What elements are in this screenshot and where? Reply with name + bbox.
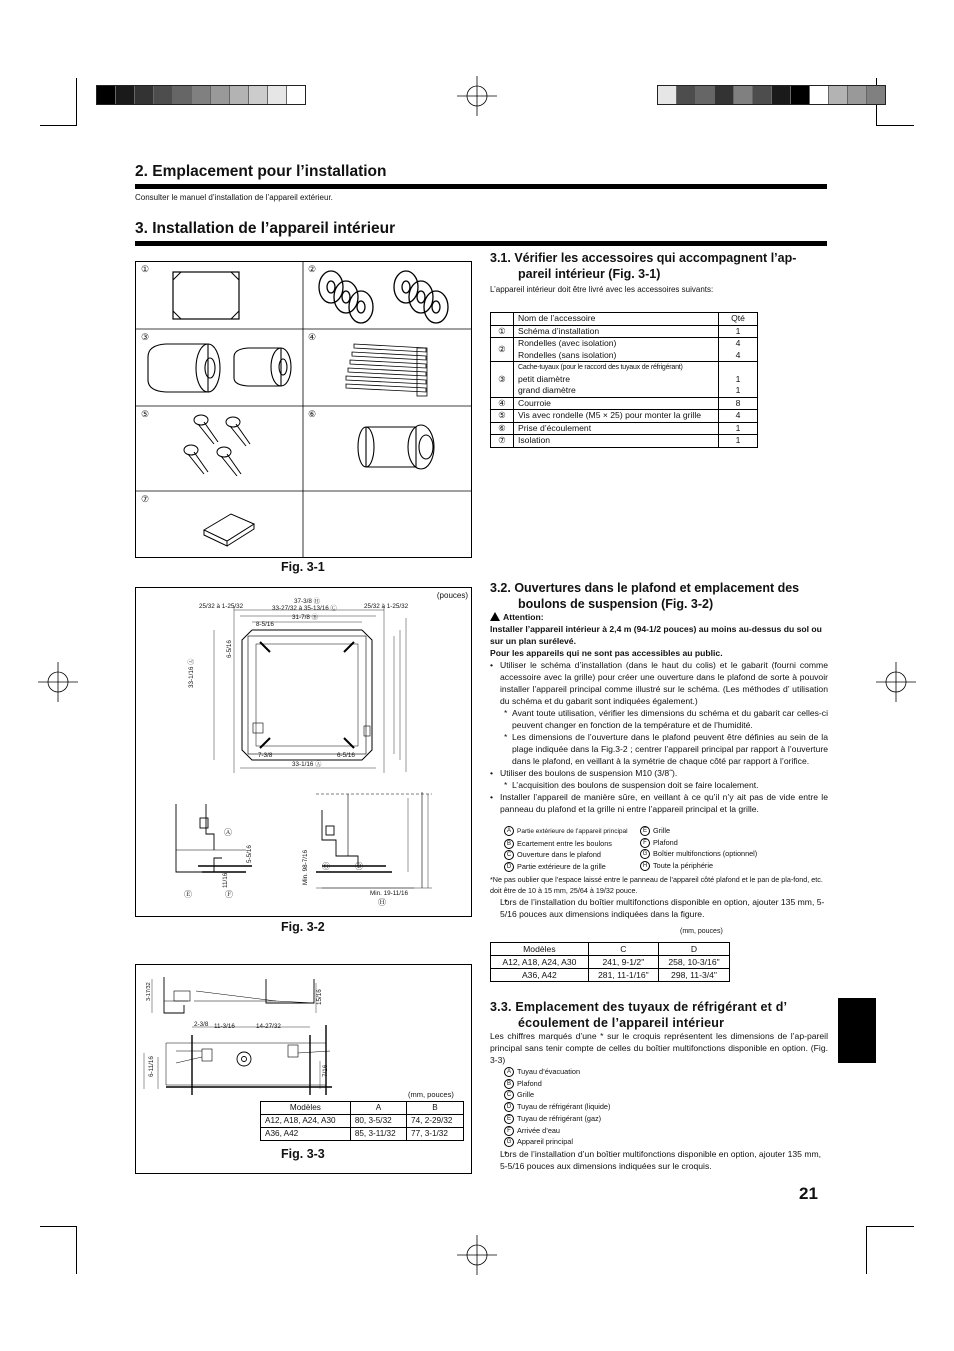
table-row: Rondelles (sans isolation) 4 — [491, 350, 758, 362]
color-swatch — [714, 86, 733, 104]
fig-3-3-label: Fig. 3-3 — [281, 1147, 325, 1161]
dim-min-98-7-16: Min. 98-7/16 — [302, 849, 309, 885]
dim-7-3-8: 7-3/8 — [258, 752, 273, 759]
dim-6-5-16-bottom: 6-5/16 — [337, 752, 355, 759]
fig-3-2-box — [135, 587, 472, 917]
color-swatch — [115, 86, 134, 104]
dim-37-3-8: 37-3/8 Ⓗ — [294, 598, 320, 605]
warning-icon — [490, 612, 500, 621]
dim-33-1-16-side: 33-1/16 Ⓐ — [188, 658, 195, 688]
bullet-2: • Utiliser des boulons de suspension M10 (3/8˝). — [490, 767, 828, 779]
s31-intro: L’appareil intérieur doit être livré avec les accessoires suivants: — [490, 285, 714, 294]
dim-33-1-16-bottom: 33-1/16 Ⓐ — [292, 761, 322, 768]
section-2-title: 2. Emplacement pour l’installation — [135, 163, 387, 180]
color-swatch — [790, 86, 809, 104]
letter-E: Ⓔ — [184, 890, 192, 899]
color-swatch — [828, 86, 847, 104]
section-3-rule — [135, 241, 827, 246]
s32-bullets — [490, 659, 828, 815]
s33-title — [490, 999, 830, 1031]
fig-3-2-unit: (pouces) — [436, 591, 468, 600]
color-bar-right — [657, 85, 886, 105]
legend-item: A Partie extérieure de l’appareil principal — [504, 825, 654, 838]
s33-note: * Lors de l’installation d’un boîtier multifonctions disponible en option, ajouter 135 mm, 5-5/16 pouces aux dimensions indiquées sur le croquis. — [490, 1148, 828, 1172]
legend-item: D Partie extérieure de la grille — [504, 861, 654, 873]
dim-min-19-11-16: Min. 19-11/16 — [370, 890, 409, 897]
dim-6-5-16-side: 6-5/16 — [226, 640, 233, 658]
dim-6-11-16: 6-11/16 — [148, 1056, 155, 1077]
s32-attention-block — [490, 611, 828, 815]
dim-8-5-16: 8-5/16 — [256, 621, 274, 628]
fig-3-1-num-6: ⑥ — [308, 409, 317, 419]
color-swatch — [866, 86, 885, 104]
section-tab-marker — [838, 998, 876, 1063]
dim-5-5-16: 5-5/16 — [246, 845, 253, 863]
accessories-table — [490, 312, 758, 448]
fig-3-1-num-5: ⑤ — [141, 409, 150, 419]
sub-bullet-1: * Avant toute utilisation, vérifier les dimensions du schéma et du gabarit car celles-ci peuvent changer en fonction de la température et de l’humidité. — [490, 707, 828, 731]
s31-title — [490, 250, 830, 282]
legend-item: H Toute la périphérie — [640, 860, 820, 872]
color-swatch — [248, 86, 267, 104]
dim-11-16: 11/16 — [222, 872, 229, 888]
table-row: A36, A42 281, 11-1/16" 298, 11-3/4" — [491, 969, 730, 982]
legend-item: A Tuyau d’évacuation — [504, 1066, 704, 1078]
table-row: ① Schéma d’installation 1 — [491, 325, 758, 338]
legend-item: C Grille — [504, 1089, 704, 1101]
color-bar-left — [96, 85, 306, 105]
legend-item: B Plafond — [504, 1078, 704, 1090]
table-row: ④ Courroie 8 — [491, 397, 758, 410]
registration-mark-right — [876, 662, 916, 702]
table-row: grand diamètre 1 — [491, 385, 758, 397]
fig-3-3-box — [135, 964, 472, 1174]
s32-title-line1: 3.2. Ouvertures dans le plafond et emplacement des — [490, 581, 800, 595]
table-header-row: Modèles C D — [491, 943, 730, 956]
s32-star-note: *Ne pas oublier que l’espace laissé entre le panneau de l’appareil côté plafond et le pan de pla-fond, etc. doit être de 10 à 15 mm, 25/64 à 19/32 pouce. — [490, 875, 823, 895]
legend-item: C Ouverture dans le plafond — [504, 849, 654, 861]
dim-7-16: 7/16 — [322, 1064, 329, 1077]
s33-title-line2: écoulement de l’appareil intérieur — [518, 1016, 725, 1030]
legend-item: G Appareil principal — [504, 1136, 704, 1148]
s31-title-line2: pareil intérieur (Fig. 3-1) — [518, 267, 661, 281]
sub-bullet-3: * L’acquisition des boulons de suspension doit se faire localement. — [490, 779, 828, 791]
table-row: A12, A18, A24, A30 241, 9-1/2" 258, 10-3/16" — [491, 956, 730, 969]
letter-G: Ⓖ — [322, 862, 330, 871]
table-header-row: Modèles A B — [261, 1102, 464, 1115]
color-swatch — [210, 86, 229, 104]
warning-text-1: Installer l’appareil intérieur à 2,4 m (94-1/2 pouces) au moins au-dessus du sol ou sur un plan surélevé. — [490, 624, 822, 646]
color-swatch — [733, 86, 752, 104]
legend-item: G Boîtier multifonctions (optionnel) — [640, 848, 820, 860]
s33-body: Les chiffres marqués d’une * sur le croquis représentent les dimensions de l’ap-pareil principal sans tenir compte de celles du boîtier multifonctions disponible en option. (Fig. 3-3) — [490, 1031, 828, 1065]
section-3-title: 3. Installation de l’appareil intérieur — [135, 220, 396, 237]
s32-legend-left — [504, 825, 654, 873]
dim-11-3-16: 11-3/16 — [214, 1023, 235, 1030]
dim-2-3-8: 2-3/8 — [194, 1021, 209, 1028]
s32-table-unit: (mm, pouces) — [680, 928, 723, 935]
s33-title-line1: 3.3. Emplacement des tuyaux de réfrigérant et d’ — [490, 1000, 788, 1014]
letter-D: Ⓓ — [355, 862, 363, 871]
table-header-row — [491, 313, 758, 326]
color-swatch — [809, 86, 828, 104]
legend-item: D Tuyau de réfrigérant (liquide) — [504, 1101, 704, 1113]
color-swatch — [847, 86, 866, 104]
dim-33-27-32: 33-27/32 à 35-13/16 Ⓒ — [272, 605, 337, 612]
registration-mark-top — [457, 76, 497, 116]
table-row: ⑦ Isolation 1 — [491, 435, 758, 448]
option-note: * Lors de l’installation du boîtier multifonctions disponible en option, ajouter 135 mm, 5-5/16 pouces aux dimensions indiquées dans la figure. — [490, 896, 828, 920]
header-qty: Qté — [719, 313, 758, 326]
s32-legend-right — [640, 825, 820, 872]
legend-item: E Grille — [640, 825, 820, 837]
fig-3-3-unit: (mm, pouces) — [408, 1090, 454, 1099]
sub-bullet-2: * Les dimensions de l’ouverture dans le plafond peuvent être définies au sein de la plage indiquée dans la Fig.3-2 ; centrer l’appareil principal par rapport à l’ouverture dans le plafond, en veillant à la symétrie de chaque côté par rapport à l’orifice. — [490, 731, 828, 767]
color-swatch — [134, 86, 153, 104]
legend-item: E Tuyau de réfrigérant (gaz) — [504, 1113, 704, 1125]
letter-F: Ⓕ — [225, 890, 233, 899]
table-row: A36, A42 85, 3-11/32 77, 3-1/32 — [261, 1128, 464, 1141]
fig-3-1-box — [135, 261, 472, 558]
color-swatch — [97, 86, 115, 104]
color-swatch — [752, 86, 771, 104]
s33-legend — [504, 1066, 704, 1148]
color-swatch — [286, 86, 305, 104]
color-swatch — [771, 86, 790, 104]
fig-3-1-num-4: ④ — [308, 332, 317, 342]
fig-3-1-drawing — [136, 262, 471, 557]
fig-3-2-label: Fig. 3-2 — [281, 920, 325, 934]
legend-item: F Arrivée d’eau — [504, 1125, 704, 1137]
fig-3-1-num-3: ③ — [141, 332, 150, 342]
s31-title-line1: 3.1. Vérifier les accessoires qui accompagnent l’ap- — [490, 251, 797, 265]
dim-15-16: 15/16 — [316, 989, 323, 1005]
letter-H: Ⓗ — [378, 898, 386, 907]
dim-25-32-left: 25/32 à 1-25/32 — [199, 603, 244, 610]
section-2-note: Consulter le manuel d’installation de l’appareil extérieur. — [135, 193, 333, 202]
color-swatch — [658, 86, 676, 104]
fig-3-1-num-2: ② — [308, 264, 317, 274]
color-swatch — [191, 86, 210, 104]
fig-3-3-drawing — [136, 965, 471, 1173]
letter-A: Ⓐ — [224, 828, 232, 837]
attention-label: Attention: — [503, 612, 544, 622]
bullet-3: • Installer l’appareil de manière sûre, en veillant à ce qu’il n’y ait pas de vide entre le panneau du plafond et la grille ni entre l’appareil principal et la grille. — [490, 791, 828, 815]
fig-3-1-label: Fig. 3-1 — [281, 560, 325, 574]
table-row: ⑥ Prise d’écoulement 1 — [491, 422, 758, 435]
table-row: ⑤ Vis avec rondelle (M5 × 25) pour monter la grille 4 — [491, 410, 758, 423]
color-swatch — [229, 86, 248, 104]
warning-text-2: Pour les appareils qui ne sont pas accessibles au public. — [490, 648, 723, 658]
color-swatch — [676, 86, 695, 104]
dim-3-17-32: 3-17/32 — [146, 982, 152, 1001]
dim-25-32-right: 25/32 à 1-25/32 — [364, 603, 409, 610]
section-2-rule — [135, 184, 827, 189]
fig-3-1-num-1: ① — [141, 264, 150, 274]
table-row: ② Rondelles (avec isolation) 4 — [491, 338, 758, 350]
color-swatch — [695, 86, 714, 104]
registration-mark-left — [38, 662, 78, 702]
s33-note-block — [490, 1148, 828, 1172]
table-row: A12, A18, A24, A30 80, 3-5/32 74, 2-29/32 — [261, 1115, 464, 1128]
s32-option-note — [490, 896, 828, 920]
header-name: Nom de l’accessoire — [514, 313, 719, 326]
table-row: ③ Cache-tuyaux (pour le raccord des tuyaux de réfrigérant) — [491, 362, 758, 374]
page-number: 21 — [799, 1184, 818, 1203]
legend-item: F Plafond — [640, 837, 820, 849]
s32-title-line2: boulons de suspension (Fig. 3-2) — [518, 597, 714, 611]
s32-models-table — [490, 942, 730, 982]
table-row: petit diamètre 1 — [491, 374, 758, 386]
color-swatch — [153, 86, 172, 104]
color-swatch — [172, 86, 191, 104]
bullet-1: • Utiliser le schéma d’installation (dans le haut du colis) et le gabarit (fourni comme accessoire avec la grille) pour créer une ouverture dans le plafond de sorte à pouvoir installer l’appareil principal comme illustré sur le schéma. (Les méthodes d’ utilisation du schéma et du gabarit sont indiquées également.) — [490, 659, 828, 707]
dim-31-7-8: 31-7/8 Ⓑ — [292, 614, 318, 621]
fig-3-1-num-7: ⑦ — [141, 494, 150, 504]
legend-item: B Ecartement entre les boulons — [504, 838, 654, 850]
registration-mark-bottom — [457, 1235, 497, 1275]
s32-title — [490, 580, 830, 612]
dim-14-27-32: 14-27/32 — [256, 1023, 281, 1030]
color-swatch — [267, 86, 286, 104]
fig-3-3-table — [260, 1101, 464, 1141]
